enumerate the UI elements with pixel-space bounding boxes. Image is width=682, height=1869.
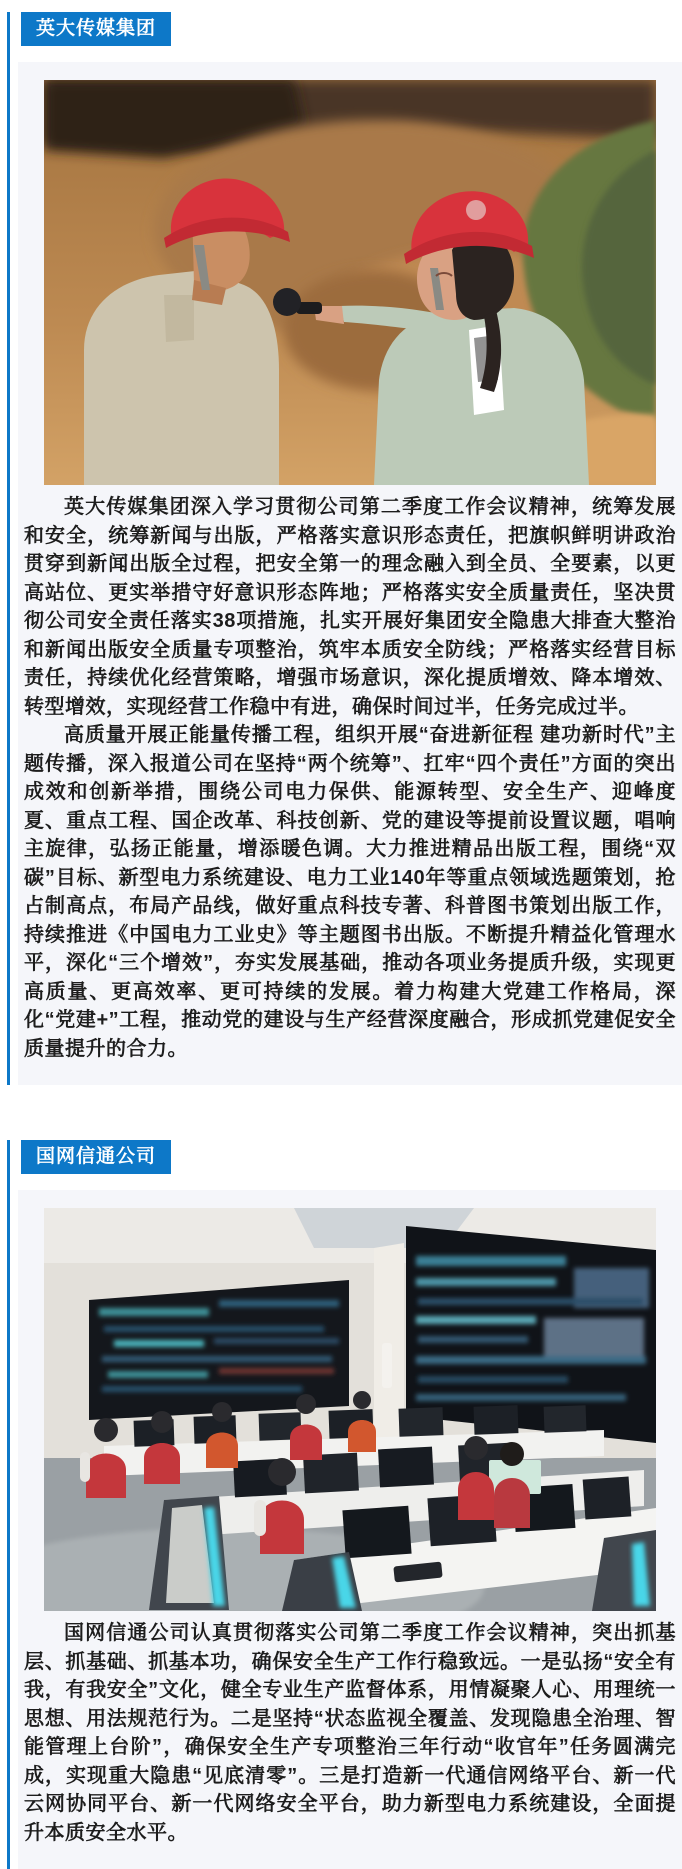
paragraph: 英大传媒集团深入学习贯彻公司第二季度工作会议精神，统筹发展和安全，统筹新闻与出版，严格落实意识形态责任，把旗帜鲜明讲政治贯穿到新闻出版全过程，把安全第一的理念融入到全员、全要素，以更高站位、更实举措守好意识形态阵地；严格落实安全质量责任，坚决贯彻公司安全责任落实38项措施，扎实开展好集团安全隐患大排查大整治和新闻出版安全质量专项整治，筑牢本质安全防线；严格落实经营目标责任，持续优化经营策略，增强市场意识，深化提质增效、降本增效、转型增效，实现经营工作稳中有进，确保时间过半，任务完成过半。 [24,496,676,718]
section-badge: 国网信通公司 [21,1140,171,1174]
section-text [24,1619,676,1847]
helmet-logo [466,200,486,220]
section-text [24,493,676,1063]
section-badge: 英大传媒集团 [21,12,171,46]
section-yingda-media [7,12,682,1085]
control-room-photo[interactable] [44,1208,656,1611]
section-sgitc [7,1140,682,1869]
paragraph: 国网信通公司认真贯彻落实公司第二季度工作会议精神，突出抓基层、抓基础、抓基本功，确保安全生产工作行稳致远。一是弘扬“安全有我，有我安全”文化，健全专业生产监督体系，用情凝聚人心、用理统一思想、用法规范行为。二是坚持“状态监视全覆盖、发现隐患全治理、智能管理上台阶”，确保安全生产专项整治三年行动“收官年”任务圆满完成，实现重大隐患“见底清零”。三是打造新一代通信网络平台、新一代云网协同平台、新一代网络安全平台，助力新型电力系统建设，全面提升本质安全水平。 [24,1622,676,1844]
section-card [18,1190,682,1869]
section-card [18,62,682,1085]
interview-photo[interactable] [44,80,656,485]
wall-speaker [382,1343,392,1388]
microphone-windscreen [273,288,301,316]
paragraph: 高质量开展正能量传播工程，组织开展“奋进新征程 建功新时代”主题传播，深入报道公司在坚持“两个统筹”、扛牢“四个责任”方面的突出成效和创新举措，围绕公司电力保供、能源转型、安全生产、迎峰度夏、重点工程、国企改革、科技创新、党的建设等提前设置议题，唱响主旋律，弘扬正能量，增添暖色调。大力推进精品出版工程，围绕“双碳”目标、新型电力系统建设、电力工业140年等重点领域选题策划，抢占制高点，布局产品线，做好重点科技专著、科普图书策划出版工作，持续推进《中国电力工业史》等主题图书出版。不断提升精益化管理水平，深化“三个增效”，夯实发展基础，推动各项业务提质升级，实现更高质量、更高效率、更可持续的发展。着力构建大党建工作格局，深化“党建+”工程，推动党的建设与生产经营深度融合，形成抓党建促安全质量提升的合力。 [24,724,676,1060]
shirt-pocket [164,295,194,342]
